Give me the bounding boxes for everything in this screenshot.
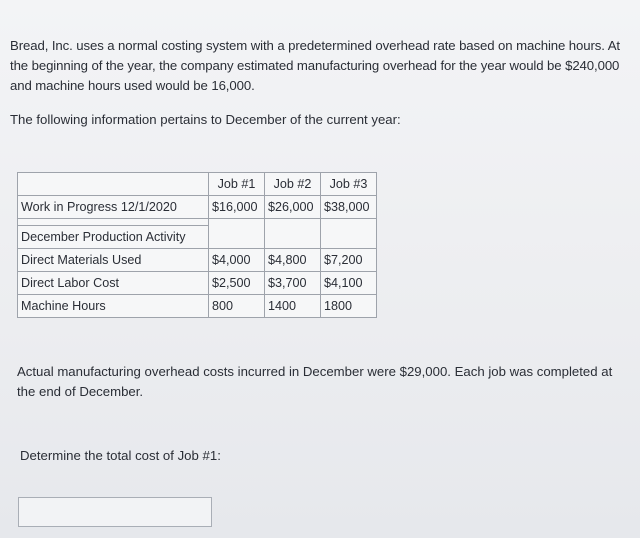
direct-labor-job-2: $3,700 — [265, 272, 321, 295]
header-job-1: Job #1 — [209, 173, 265, 196]
spacer-cell — [209, 219, 265, 226]
spacer-row — [18, 219, 377, 226]
wip-label: Work in Progress 12/1/2020 — [18, 196, 209, 219]
section-row — [18, 226, 377, 249]
question-prompt: Determine the total cost of Job #1: — [20, 448, 221, 463]
section-blank-cell — [209, 226, 265, 249]
table-row — [18, 249, 377, 272]
section-label: December Production Activity — [18, 226, 209, 249]
overhead-paragraph: Actual manufacturing overhead costs incurred in December were $29,000. Each job was completed at the end of December. — [17, 364, 613, 399]
spacer-cell — [18, 219, 209, 226]
wip-job-1: $16,000 — [209, 196, 265, 219]
direct-materials-job-3: $7,200 — [321, 249, 377, 272]
table-row — [18, 295, 377, 318]
header-job-2: Job #2 — [265, 173, 321, 196]
table-header-row — [18, 173, 377, 196]
row-label-direct-labor: Direct Labor Cost — [18, 272, 209, 295]
header-job-3: Job #3 — [321, 173, 377, 196]
intro-paragraph: Bread, Inc. uses a normal costing system with a predetermined overhead rate based on machine hours. At the beginning of the year, the company estimated manufacturing overhead for the year would be $240,000 and machine hours used would be 16,000. — [10, 38, 620, 93]
direct-materials-job-1: $4,000 — [209, 249, 265, 272]
wip-job-3: $38,000 — [321, 196, 377, 219]
spacer-cell — [265, 219, 321, 226]
header-blank-cell — [18, 173, 209, 196]
section-blank-cell — [321, 226, 377, 249]
table-row — [18, 272, 377, 295]
job-data-table — [17, 172, 377, 318]
machine-hours-job-3: 1800 — [321, 295, 377, 318]
row-label-machine-hours: Machine Hours — [18, 295, 209, 318]
direct-labor-job-1: $2,500 — [209, 272, 265, 295]
section-blank-cell — [265, 226, 321, 249]
machine-hours-job-1: 800 — [209, 295, 265, 318]
row-label-direct-materials: Direct Materials Used — [18, 249, 209, 272]
direct-materials-job-2: $4,800 — [265, 249, 321, 272]
spacer-cell — [321, 219, 377, 226]
direct-labor-job-3: $4,100 — [321, 272, 377, 295]
intro-followup: The following information pertains to December of the current year: — [10, 112, 401, 127]
answer-input[interactable] — [18, 497, 212, 527]
wip-job-2: $26,000 — [265, 196, 321, 219]
machine-hours-job-2: 1400 — [265, 295, 321, 318]
wip-row — [18, 196, 377, 219]
